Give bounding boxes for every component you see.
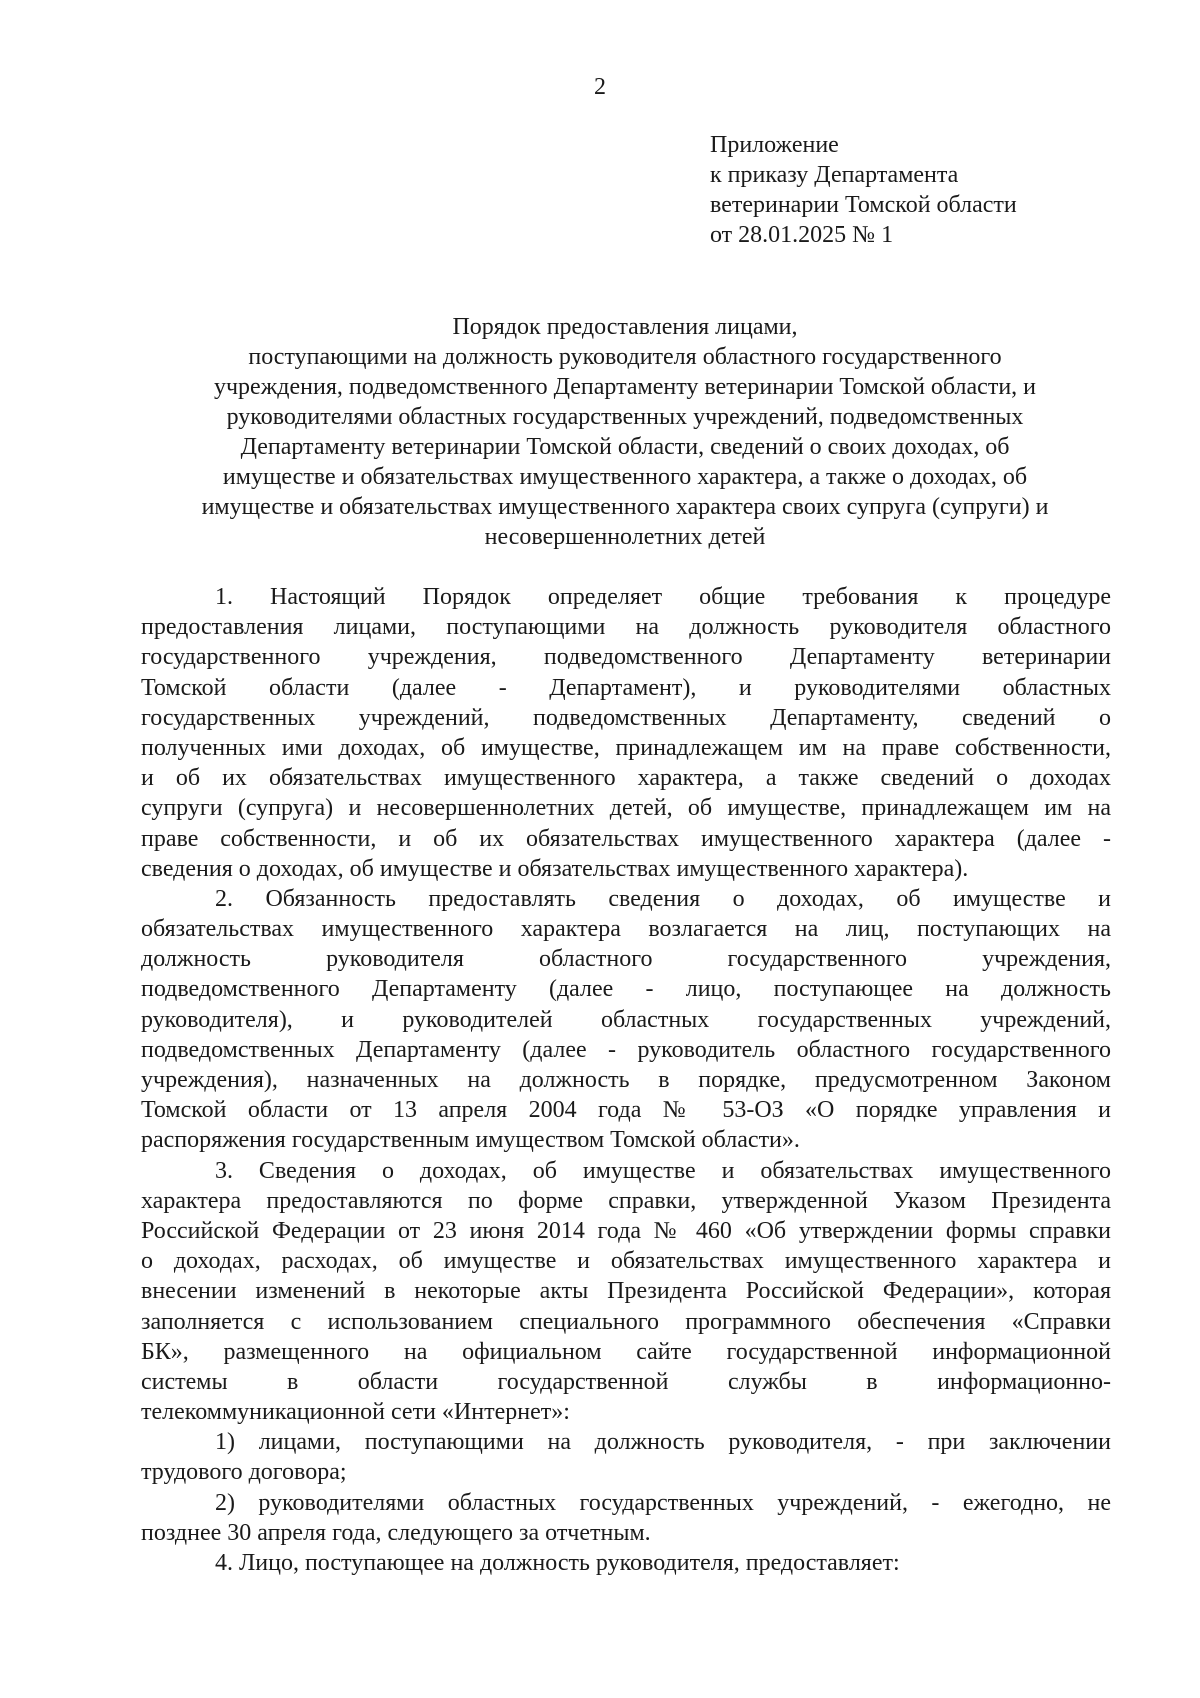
paragraph-3 bbox=[141, 1156, 1111, 1428]
paragraph-4 bbox=[141, 1548, 1111, 1578]
paragraph-line: позднее 30 апреля года, следующего за отчетным. bbox=[141, 1519, 651, 1546]
paragraph-line: 2. Обязанность предоставлять сведения о доходах, об имуществе и bbox=[215, 885, 1111, 912]
paragraph-line: праве собственности, и об их обязательствах имущественного характера (далее - bbox=[141, 825, 1111, 852]
paragraph-line: полученных ими доходах, об имуществе, принадлежащем им на праве собственности, bbox=[141, 734, 1111, 761]
paragraph-line: 4. Лицо, поступающее на должность руководителя, предоставляет: bbox=[215, 1550, 900, 1576]
title-line: учреждения, подведомственного Департаменту ветеринарии Томской области, и bbox=[213, 374, 1037, 400]
title-line: руководителями областных государственных учреждений, подведомственных bbox=[226, 404, 1024, 430]
paragraph-line: должность руководителя областного государственного учреждения, bbox=[141, 946, 1111, 973]
paragraph-line: предоставления лицами, поступающими на должность руководителя областного bbox=[141, 614, 1111, 641]
paragraph-line: супруги (супруга) и несовершеннолетних детей, об имуществе, принадлежащем им на bbox=[141, 795, 1111, 822]
paragraph-line: БК», размещенного на официальном сайте государственной информационной bbox=[141, 1338, 1111, 1365]
paragraph-line: подведомственного Департаменту (далее - лицо, поступающее на должность bbox=[141, 976, 1111, 1003]
appendix-line: от 28.01.2025 № 1 bbox=[710, 222, 894, 248]
title-line: Порядок предоставления лицами, bbox=[452, 314, 798, 340]
paragraph-line: Томской области (далее - Департамент), и руководителями областных bbox=[141, 674, 1111, 701]
paragraph-line: государственного учреждения, подведомственного Департаменту ветеринарии bbox=[141, 644, 1111, 671]
list-item-2 bbox=[141, 1488, 1111, 1548]
document-title bbox=[140, 312, 1110, 552]
paragraph-line: телекоммуникационной сети «Интернет»: bbox=[141, 1399, 570, 1426]
title-line: поступающими на должность руководителя областного государственного bbox=[248, 344, 1002, 370]
title-line: несовершеннолетних детей bbox=[484, 524, 766, 550]
paragraph-line: подведомственных Департаменту (далее - руководитель областного государственного bbox=[141, 1036, 1111, 1063]
paragraph-line: 1) лицами, поступающими на должность руководителя, - при заключении bbox=[215, 1429, 1111, 1456]
paragraph-line: трудового договора; bbox=[141, 1459, 347, 1486]
paragraph-line: системы в области государственной службы в информационно- bbox=[141, 1368, 1111, 1395]
title-line: имуществе и обязательствах имущественного характера своих супруга (супруги) и bbox=[201, 494, 1049, 520]
paragraph-line: государственных учреждений, подведомственных Департаменту, сведений о bbox=[141, 704, 1111, 731]
appendix-line: Приложение bbox=[710, 132, 839, 158]
appendix-line: ветеринарии Томской области bbox=[710, 192, 1017, 218]
paragraph-1 bbox=[141, 582, 1111, 884]
paragraph-line: 2) руководителями областных государственных учреждений, - ежегодно, не bbox=[215, 1489, 1111, 1516]
paragraph-line: распоряжения государственным имуществом Томской области». bbox=[141, 1127, 800, 1154]
paragraph-line: заполняется с использованием специального программного обеспечения «Справки bbox=[141, 1308, 1111, 1335]
paragraph-line: 3. Сведения о доходах, об имуществе и обязательствах имущественного bbox=[215, 1157, 1111, 1184]
title-line: Департаменту ветеринарии Томской области, сведений о своих доходах, об bbox=[240, 434, 1010, 460]
list-item-1 bbox=[141, 1427, 1111, 1487]
paragraph-line: о доходах, расходах, об имуществе и обязательствах имущественного характера и bbox=[141, 1248, 1111, 1275]
paragraph-line: характера предоставляются по форме справки, утвержденной Указом Президента bbox=[141, 1187, 1111, 1214]
appendix-block bbox=[710, 130, 1170, 250]
paragraph-line: 1. Настоящий Порядок определяет общие требования к процедуре bbox=[215, 584, 1111, 610]
document-body bbox=[141, 582, 1111, 1578]
paragraph-line: Российской Федерации от 23 июня 2014 года № 460 «Об утверждении формы справки bbox=[141, 1217, 1111, 1244]
paragraph-2 bbox=[141, 884, 1111, 1156]
paragraph-line: обязательствах имущественного характера возлагается на лиц, поступающих на bbox=[141, 916, 1111, 943]
paragraph-line: руководителя), и руководителей областных государственных учреждений, bbox=[141, 1006, 1111, 1033]
appendix-line: к приказу Департамента bbox=[710, 162, 959, 188]
paragraph-line: внесении изменений в некоторые акты Президента Российской Федерации», которая bbox=[141, 1278, 1111, 1305]
paragraph-line: учреждения), назначенных на должность в порядке, предусмотренном Законом bbox=[141, 1067, 1111, 1093]
title-line: имуществе и обязательствах имущественного характера, а также о доходах, об bbox=[222, 464, 1028, 490]
paragraph-line: Томской области от 13 апреля 2004 года № 53-ОЗ «О порядке управления и bbox=[141, 1097, 1111, 1124]
page-number: 2 bbox=[594, 74, 606, 100]
paragraph-line: и об их обязательствах имущественного характера, а также сведений о доходах bbox=[141, 765, 1111, 792]
paragraph-line: сведения о доходах, об имуществе и обязательствах имущественного характера). bbox=[141, 855, 969, 882]
